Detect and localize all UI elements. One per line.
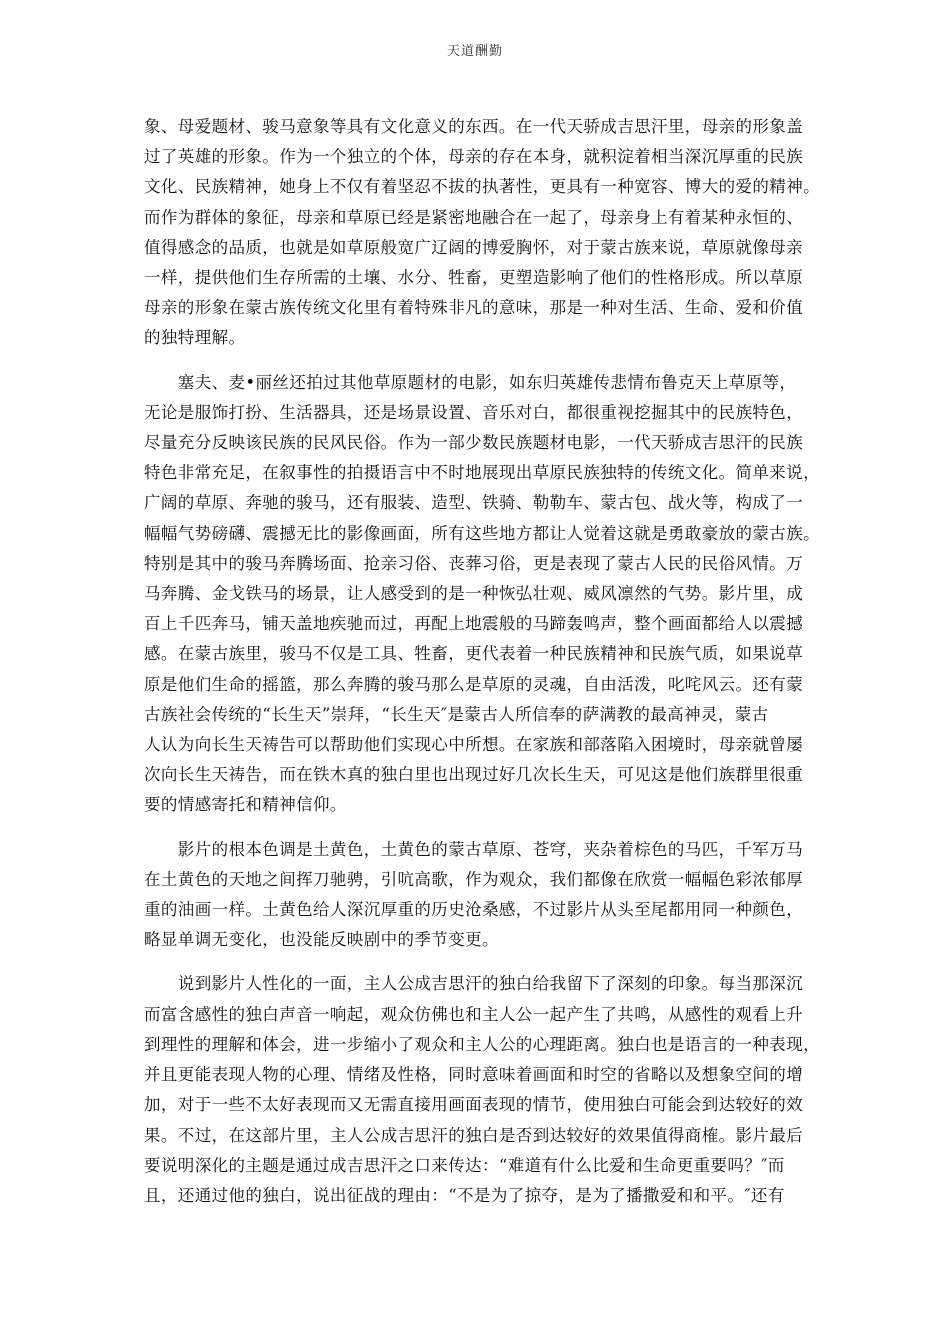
- text-line: 到理性的理解和体会，进一步缩小了观众和主人公的心理距离。独白也是语言的一种表现，: [144, 1034, 820, 1054]
- text-line: 尽量充分反映该民族的民风民俗。作为一部少数民族题材电影，一代天骄成吉思汗的民族: [144, 433, 804, 453]
- text-line: 次向长生天祷告，而在铁木真的独白里也出现过好几次长生天，可见这是他们族群里很重: [144, 765, 804, 785]
- text-line: 而作为群体的象征，母亲和草原已经是紧密地融合在一起了，母亲身上有着某种永恒的、: [144, 207, 804, 227]
- text-line: 象、母爱题材、骏马意象等具有文化意义的东西。在一代天骄成吉思汗里，母亲的形象盖: [144, 117, 804, 136]
- text-line: 特别是其中的骏马奔腾场面、抢亲习俗、丧葬习俗，更是表现了蒙古人民的民俗风情。万: [144, 553, 804, 573]
- text-line: 特色非常充足，在叙事性的拍摄语言中不时地展现出草原民族独特的传统文化。简单来说，: [144, 463, 820, 483]
- text-line: 说到影片人性化的一面，主人公成吉思汗的独白给我留下了深刻的印象。每当那深沉: [144, 974, 804, 994]
- text-line: 要说明深化的主题是通过成吉思汗之口来传达：“难道有什么比爱和生命更重要吗？″而: [144, 1155, 785, 1175]
- text-line: 原是他们生命的摇篮，那么奔腾的骏马那么是草原的灵魂，自由活泼，叱咤风云。还有蒙: [144, 674, 804, 694]
- text-line: 重的油画一样。土黄色给人深沉厚重的历史沧桑感，不过影片从头至尾都用同一种颜色，: [144, 900, 804, 920]
- text-line: 值得感念的品质，也就是如草原般宽广辽阔的博爱胸怀，对于蒙古族来说，草原就像母亲: [144, 237, 804, 257]
- text-line: 古族社会传统的“长生天”崇拜，“长生天″是蒙古人所信奉的萨满教的最高神灵，蒙古: [144, 704, 769, 724]
- text-line: 幅幅气势磅礴、震撼无比的影像画面，所有这些地方都让人觉着这就是勇敢豪放的蒙古族。: [144, 523, 820, 543]
- text-line: 文化、民族精神，她身上不仅有着坚忍不拔的执著性，更具有一种宽容、博大的爱的精神。: [144, 177, 820, 197]
- body-text: [144, 112, 820, 1225]
- text-line: 百上千匹奔马，铺天盖地疾驰而过，再配上地震般的马蹄轰鸣声，整个画面都给人以震撼: [144, 614, 804, 634]
- text-line: 广阔的草原、奔驰的骏马，还有服装、造型、铁骑、勒勒车、蒙古包、战火等，构成了一: [144, 493, 804, 513]
- text-line: 影片的根本色调是土黄色，土黄色的蒙古草原、苍穹，夹杂着棕色的马匹，千军万马: [144, 839, 804, 859]
- text-line: 加，对于一些不太好表现而又无需直接用画面表现的情节，使用独白可能会到达较好的效: [144, 1095, 804, 1115]
- text-line: 在土黄色的天地之间挥刀驰骋，引吭高歌，作为观众，我们都像在欣赏一幅幅色彩浓郁厚: [144, 869, 804, 889]
- text-line: 略显单调无变化，也没能反映剧中的季节变更。: [144, 930, 499, 950]
- text-line: 人认为向长生天祷告可以帮助他们实现心中所想。在家族和部落陷入困境时，母亲就曾屡: [144, 735, 804, 755]
- paragraph-2: [144, 368, 820, 821]
- paragraph-4: [144, 969, 820, 1211]
- text-line: 而富含感性的独白声音一响起，观众仿佛也和主人公一起产生了共鸣，从感性的观看上升: [144, 1004, 804, 1024]
- text-line: 马奔腾、金戈铁马的场景，让人感受到的是一种恢弘壮观、威风凛然的气势。影片里，成: [144, 584, 804, 604]
- text-line: 过了英雄的形象。作为一个独立的个体，母亲的存在本身，就积淀着相当深沉厚重的民族: [144, 147, 804, 167]
- paragraph-3: [144, 835, 806, 956]
- text-line: 无论是服饰打扮、生活器具，还是场景设置、音乐对白，都很重视挖掘其中的民族特色，: [144, 402, 804, 422]
- text-line: 塞夫、麦•丽丝还拍过其他草原题材的电影，如东归英雄传悲情布鲁克天上草原等，: [144, 372, 797, 392]
- text-line: 并且更能表现人物的心理、情绪及性格，同时意味着画面和时空的省略以及想象空间的增: [144, 1065, 804, 1085]
- text-line: 且，还通过他的独白，说出征战的理由：“不是为了掠夺，是为了播撒爱和和平。″还有: [144, 1185, 785, 1205]
- text-line: 的独特理解。: [144, 328, 246, 348]
- text-line: 母亲的形象在蒙古族传统文化里有着特殊非凡的意味，那是一种对生活、生命、爱和价值: [144, 298, 804, 318]
- text-line: 要的情感寄托和精神信仰。: [144, 795, 347, 815]
- page-header: 天道酬勤: [446, 44, 503, 59]
- paragraph-1: [144, 112, 820, 354]
- text-line: 一样，提供他们生存所需的土壤、水分、牲畜，更塑造影响了他们的性格形成。所以草原: [144, 268, 804, 288]
- text-line: 感。在蒙古族里，骏马不仅是工具、牲畜，更代表着一种民族精神和民族气质，如果说草: [144, 644, 804, 664]
- text-line: 果。不过，在这部片里，主人公成吉思汗的独白是否到达较好的效果值得商榷。影片最后: [144, 1125, 804, 1145]
